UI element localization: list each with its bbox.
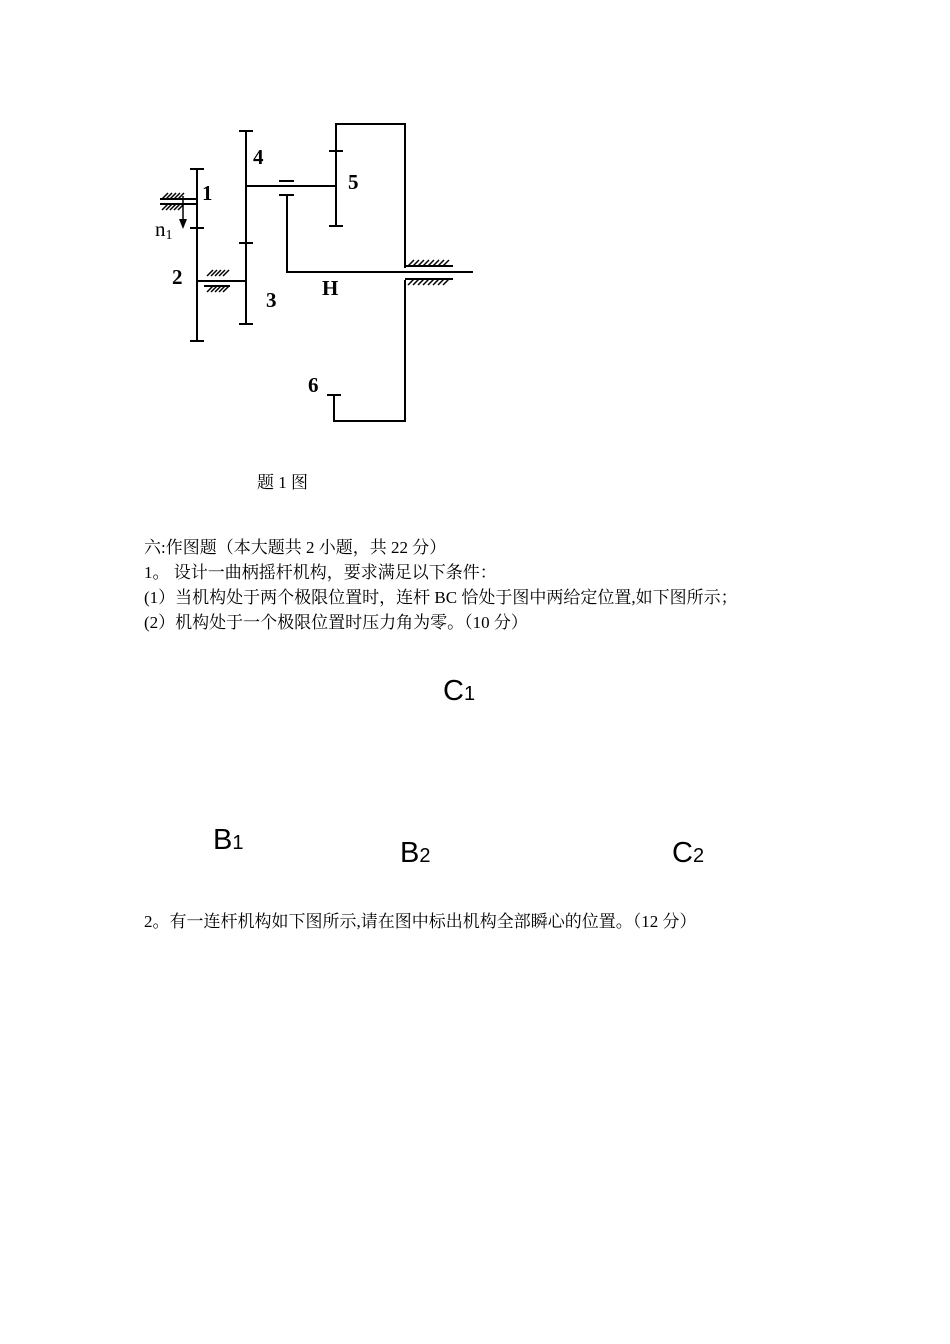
question-1-title: 1。 设计一曲柄摇杆机构，要求满足以下条件： [144,563,497,582]
figure-1-caption: 题 1 图 [257,473,308,492]
gear-train-diagram [0,0,950,470]
point-c2-label: C2 [672,837,705,869]
speed-n1-label: n1 [155,217,173,243]
point-b1-label: B1 [213,824,244,856]
carrier-h-arm [287,195,473,272]
rotation-arrow-icon [179,196,187,229]
gear-5-label: 5 [348,170,359,194]
gear-6-label: 6 [308,373,319,397]
carrier-h-label: H [322,276,339,300]
question-1-condition-2: (2）机构处于一个极限位置时压力角为零。（10 分） [144,613,528,632]
gear-6-ring-lower [334,280,405,421]
gear-4-label: 4 [253,145,264,169]
gear-3-label: 3 [266,288,277,312]
gear-6-ring-upper [336,124,405,268]
gear-2-label: 2 [172,265,183,289]
section-6-heading: 六:作图题（本大题共 2 小题，共 22 分） [144,538,447,557]
question-1-condition-1: (1）当机构处于两个极限位置时，连杆 BC 恰处于图中两给定位置,如下图所示； [144,588,738,607]
gear-1-label: 1 [202,181,213,205]
point-b2-label: B2 [400,837,431,869]
question-2-title: 2。有一连杆机构如下图所示,请在图中标出机构全部瞬心的位置。（12 分） [144,912,697,931]
point-c1-label: C1 [443,675,476,707]
